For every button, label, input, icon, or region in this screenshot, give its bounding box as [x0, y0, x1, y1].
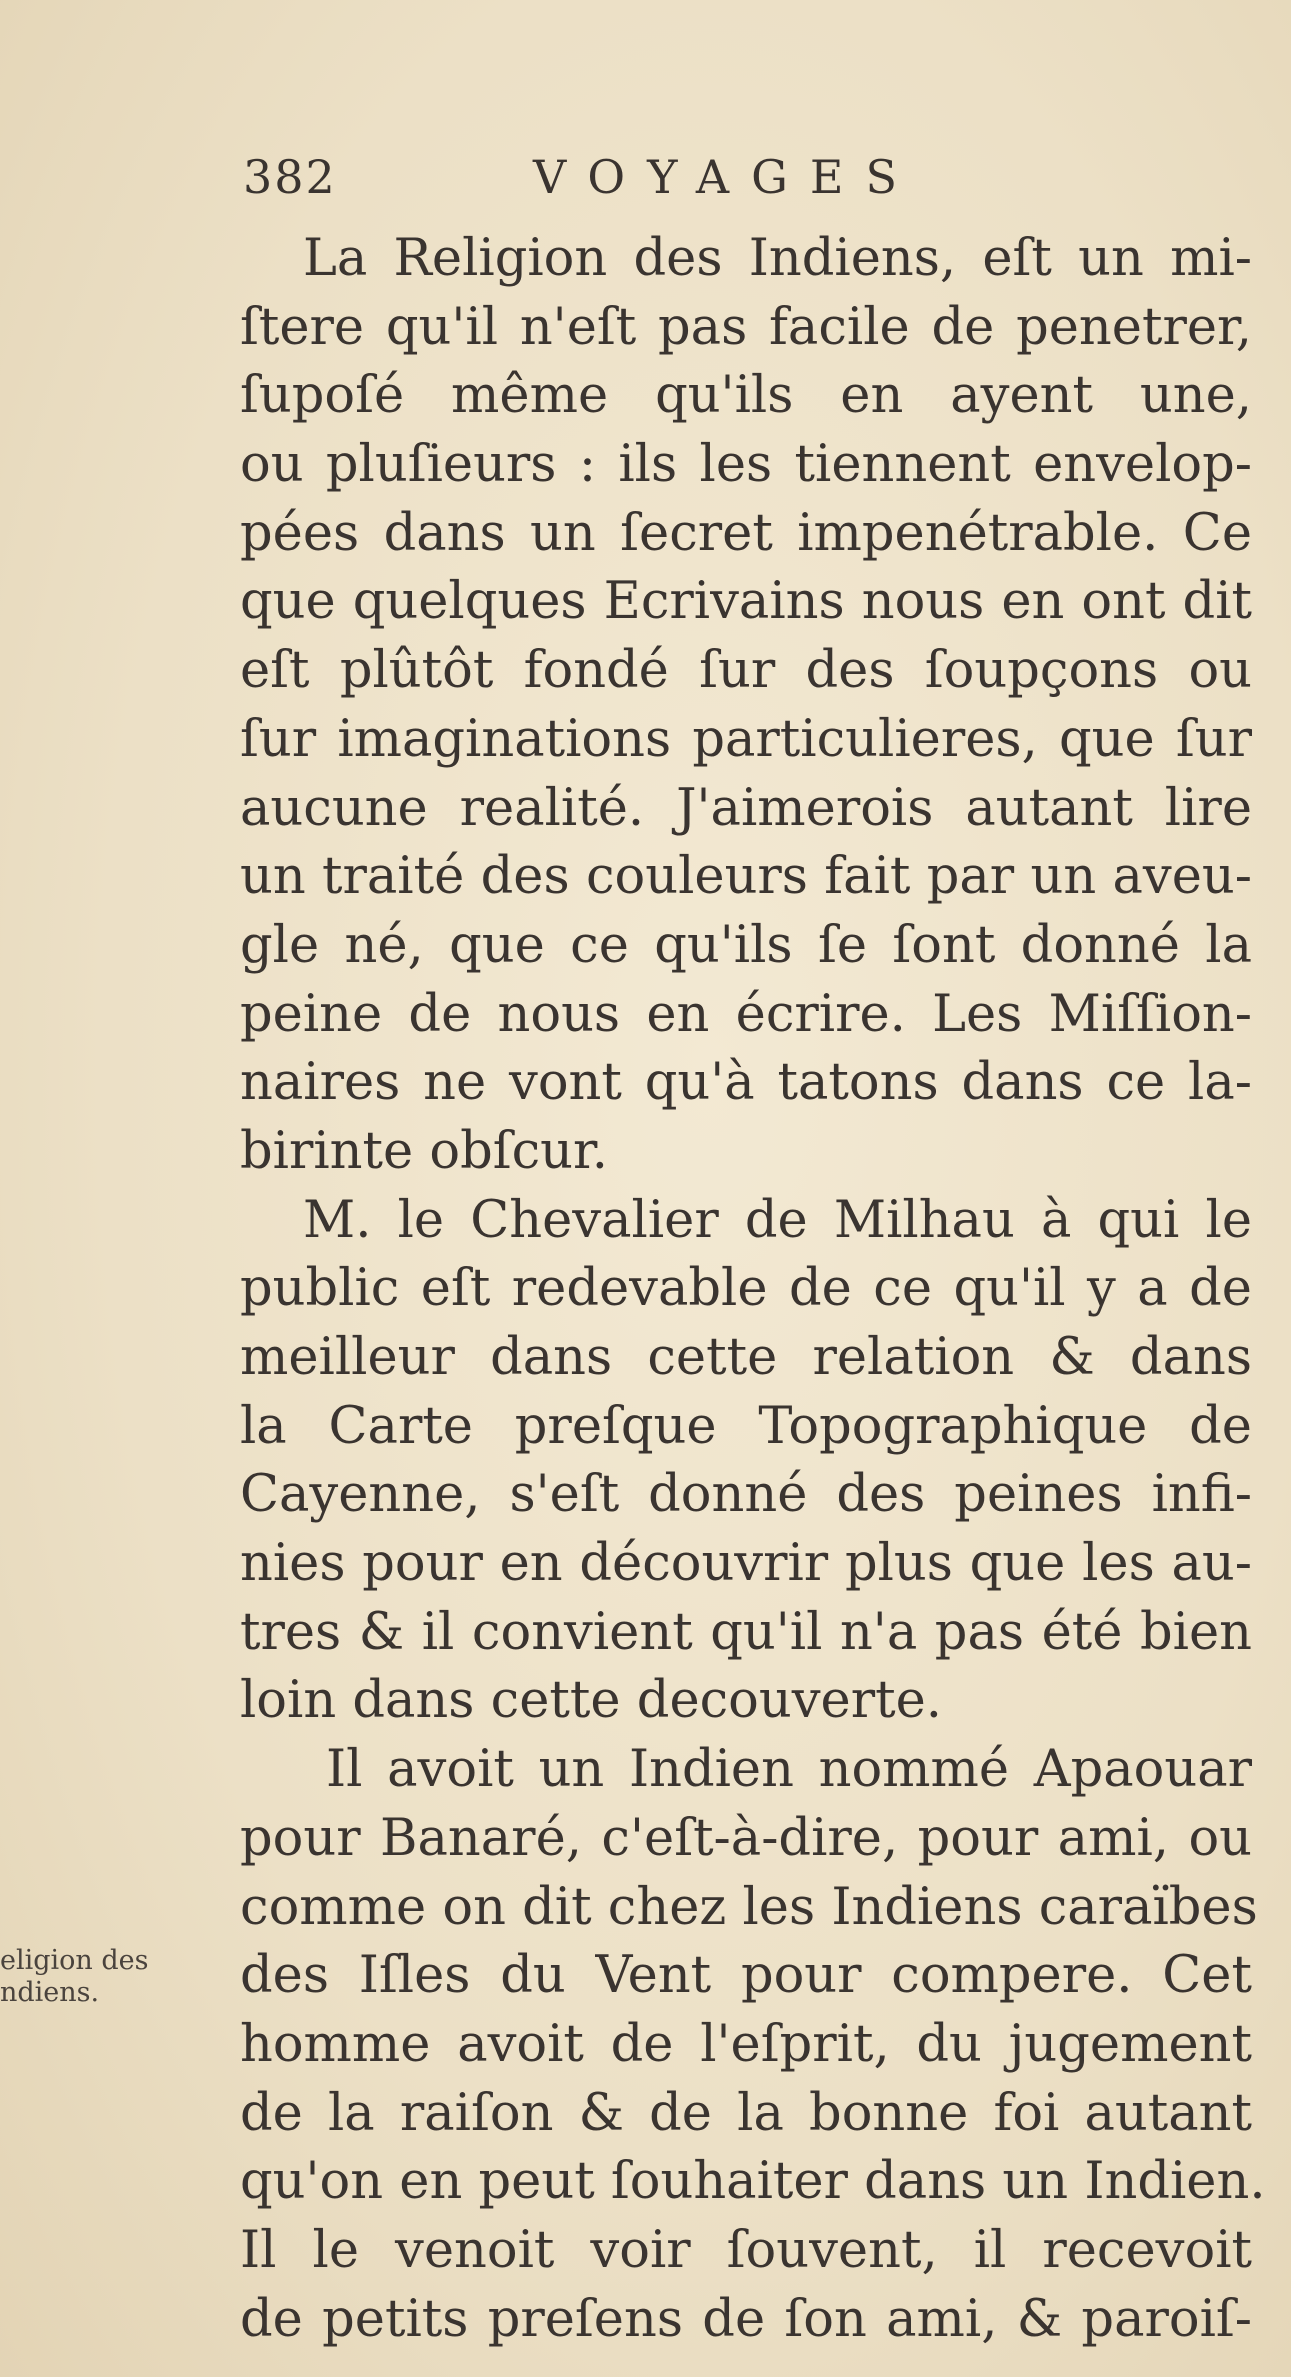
text-line: pées dans un ſecret impenétrable. Ce — [240, 503, 1252, 563]
text-line: un traité des couleurs fait par un aveu- — [240, 847, 1252, 907]
text-line: La Religion des Indiens, eſt un mi- — [303, 229, 1252, 288]
text-line: eſt plûtôt fondé ſur des ſoupçons ou — [240, 641, 1252, 701]
running-head — [243, 150, 1023, 210]
text-line: comme on dit chez les Indiens caraïbes — [240, 1877, 1258, 1937]
text-line: ſupoſé même qu'ils en ayent une, — [240, 366, 1252, 426]
text-line: des Iſles du Vent pour compere. Cet — [240, 1946, 1252, 2006]
body-text — [240, 225, 1266, 2354]
running-title: VOYAGES — [533, 150, 919, 204]
margin-note-line: ndiens. — [0, 1977, 100, 2008]
text-line: Cayenne, s'eſt donné des peines infi- — [240, 1465, 1252, 1525]
text-line: naires ne vont qu'à tatons dans ce la- — [240, 1053, 1252, 1113]
text-line: gle né, que ce qu'ils ſe ſont donné la — [240, 915, 1252, 975]
page-number: 382 — [243, 150, 337, 204]
text-line: pour Banaré, c'eſt-à-dire, pour ami, ou — [240, 1808, 1252, 1868]
text-line — [240, 1736, 1252, 1805]
margin-note — [0, 1945, 150, 2009]
text-line: ſtere qu'il n'eſt pas facile de penetrer, — [240, 297, 1252, 357]
text-line: M. le Chevalier de Milhau à qui le — [303, 1190, 1252, 1250]
text-line: public eſt redevable de ce qu'il y a de — [240, 1259, 1252, 1319]
text-line: loin dans cette decouverte. — [240, 1671, 942, 1731]
text-fragment: Il avoit un Indien nommé Apaouar — [326, 1740, 1252, 1800]
text-line: tres & il convient qu'il n'a pas été bien — [240, 1602, 1252, 1662]
text-line: homme avoit de l'eſprit, du jugement — [240, 2014, 1252, 2074]
text-line: que quelques Ecrivains nous en ont dit — [240, 572, 1252, 632]
text-line: de la raiſon & de la bonne foi autant — [240, 2083, 1252, 2143]
margin-note-line: eligion des — [0, 1945, 149, 1976]
text-line: qu'on en peut ſouhaiter dans un Indien. — [240, 2152, 1266, 2212]
text-line: meilleur dans cette relation & dans — [240, 1328, 1252, 1387]
text-line: nies pour en découvrir plus que les au- — [240, 1534, 1252, 1594]
text-line: de petits preſens de ſon ami, & paroiſ- — [240, 2289, 1252, 2349]
text-line: peine de nous en écrire. Les Miſſion- — [240, 984, 1252, 1044]
text-line: Il le venoit voir ſouvent, il recevoit — [240, 2220, 1252, 2280]
text-line: ſur imaginations particulieres, que ſur — [240, 709, 1252, 769]
text-line: la Carte preſque Topographique de — [240, 1396, 1252, 1456]
text-line: ou pluſieurs : ils les tiennent envelop- — [240, 435, 1252, 495]
text-line: aucune realité. J'aimerois autant lire — [240, 778, 1252, 838]
text-line: birinte obſcur. — [240, 1121, 609, 1181]
